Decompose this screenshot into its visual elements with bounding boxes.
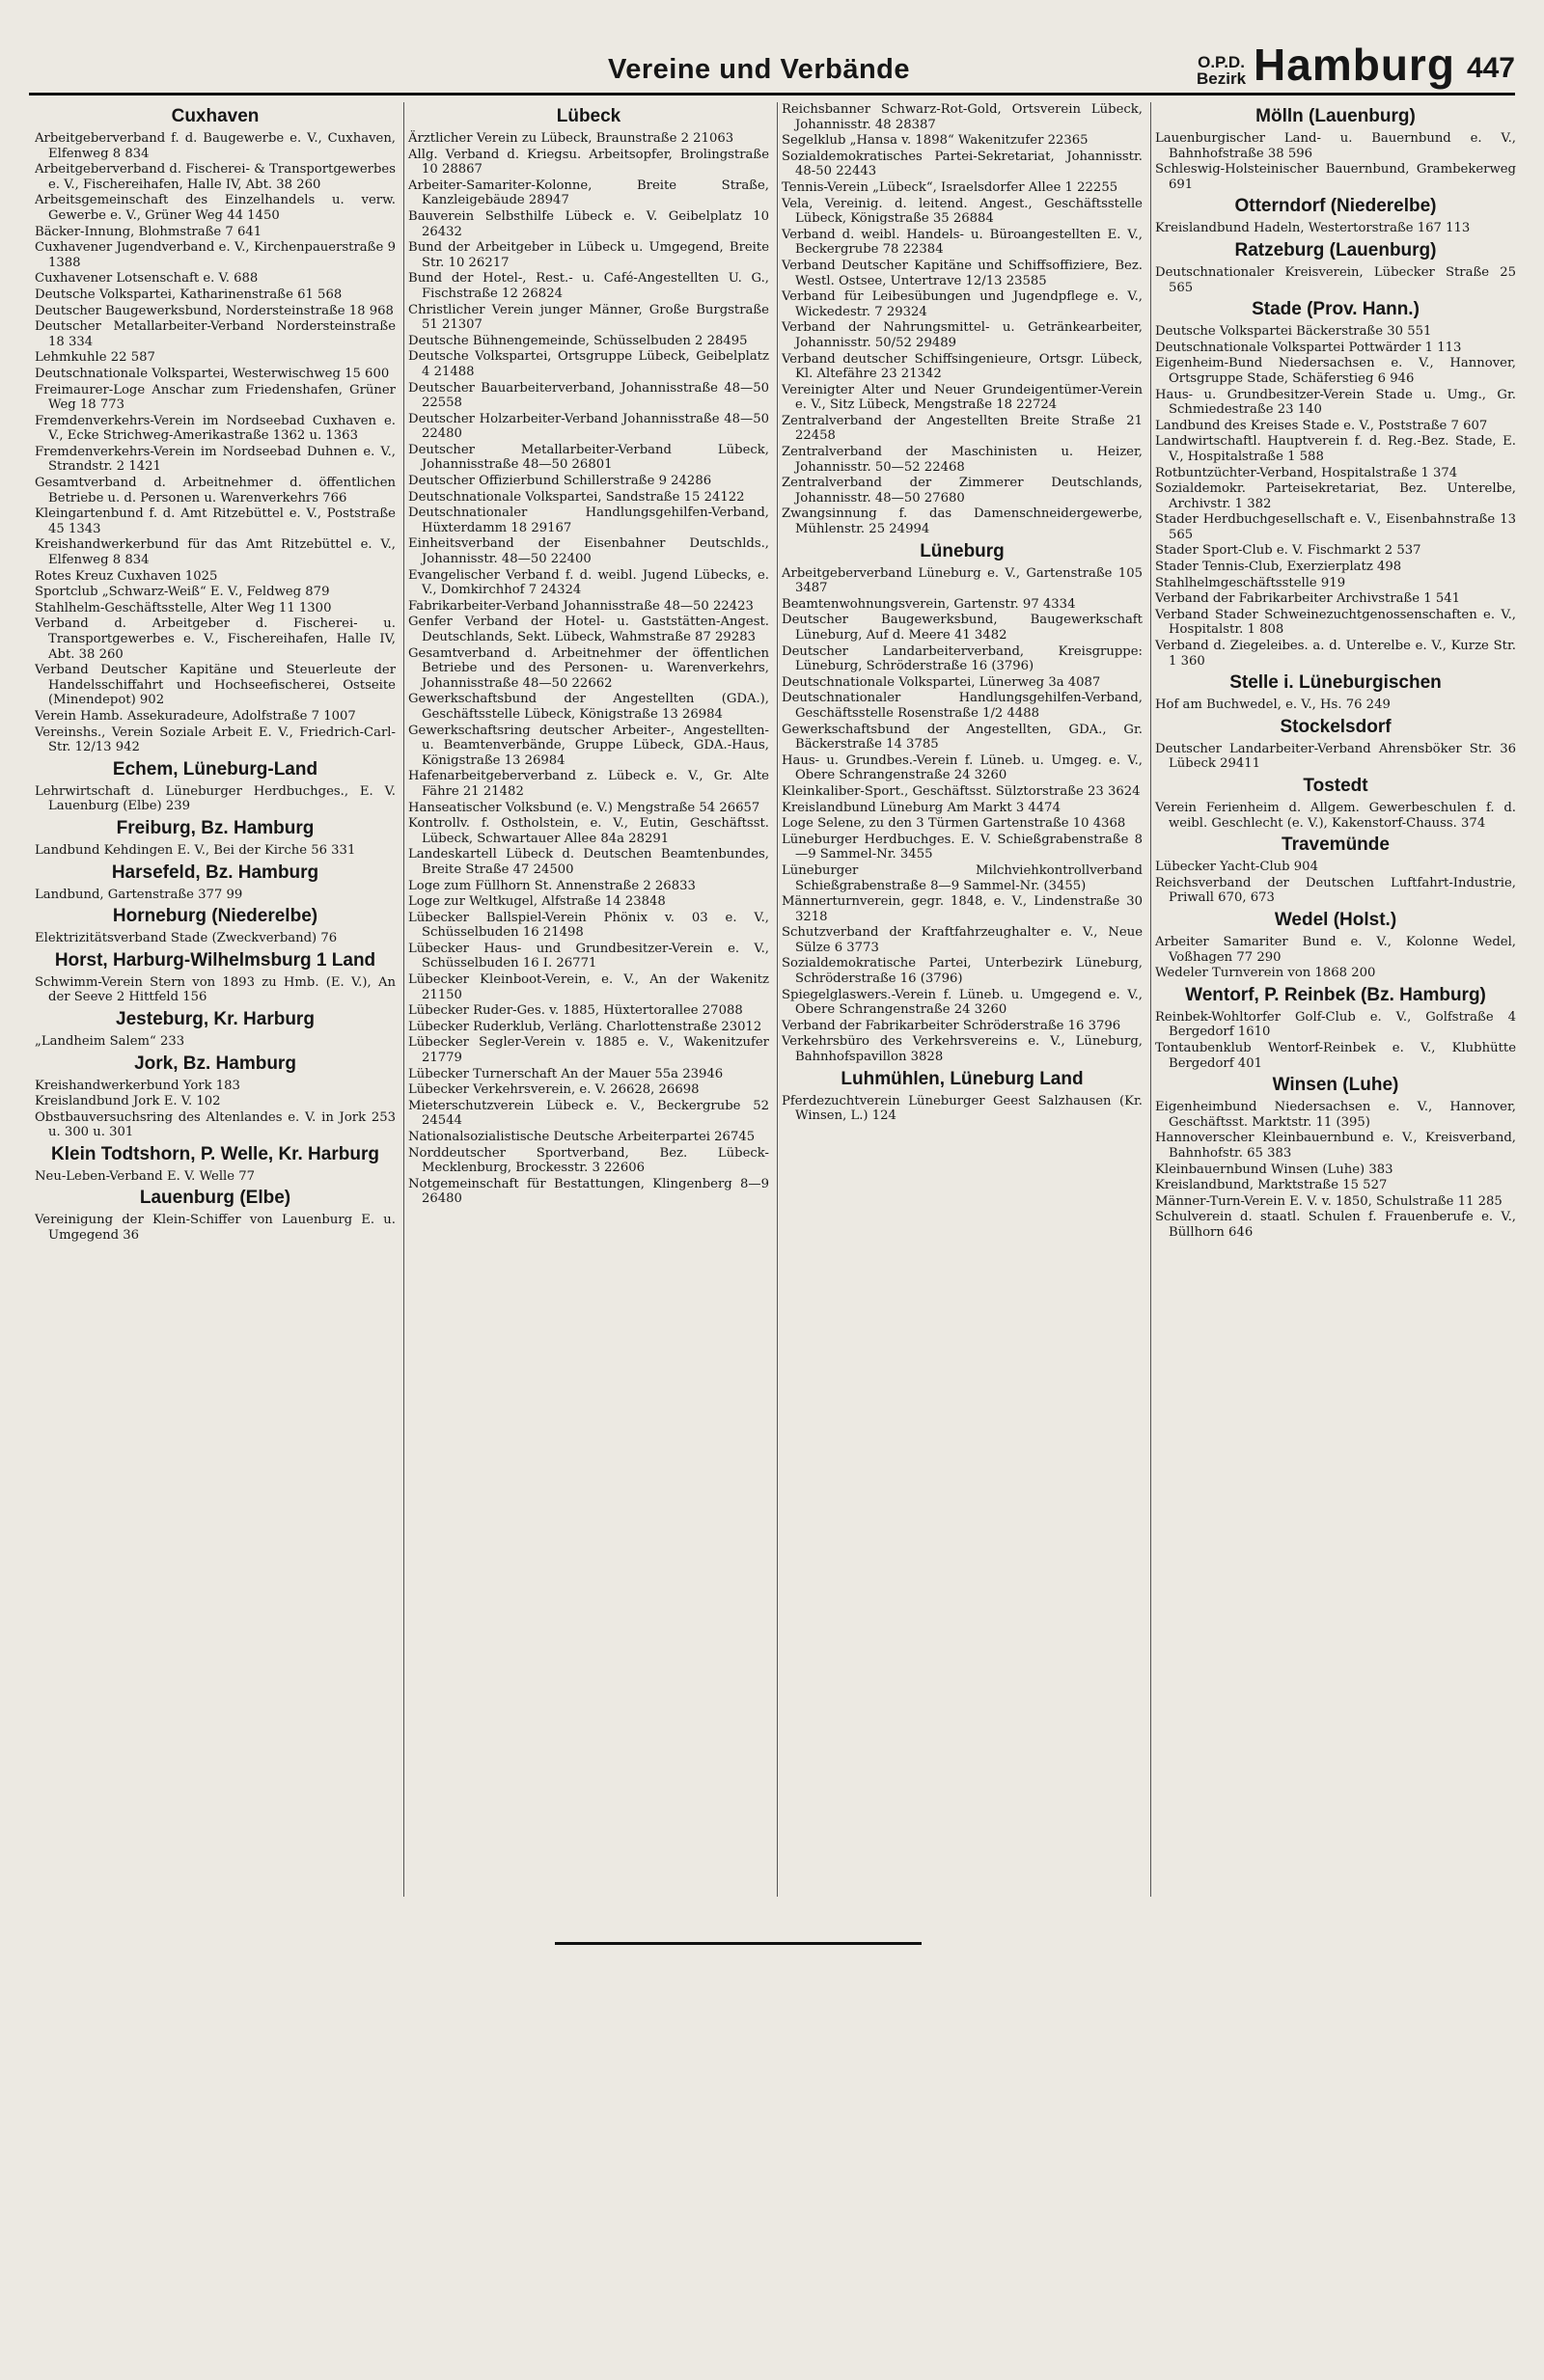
directory-entry: Kleinbauernbund Winsen (Luhe) 383 — [1155, 1162, 1393, 1177]
column-1 — [35, 102, 396, 1897]
directory-entry: Verband für Leibesübungen und Jugendpflege e. V., Wickedestr. 7 29324 — [782, 289, 1143, 319]
directory-entry: Deutschnationale Volkspartei, Westerwischweg 15 600 — [35, 366, 390, 381]
directory-entry: Deutschnationaler Kreisverein, Lübecker Straße 25 565 — [1155, 264, 1516, 295]
directory-entry: Vereinigter Alter und Neuer Grundeigentümer-Verein e. V., Sitz Lübeck, Mengstraße 18 22724 — [782, 382, 1143, 413]
city-heading: Klein Todtshorn, P. Welle, Kr. Harburg — [51, 1143, 379, 1164]
directory-entry: Loge zur Weltkugel, Alfstraße 14 23848 — [408, 894, 666, 910]
city-heading: Horneburg (Niederelbe) — [112, 906, 318, 927]
directory-entry: Kreislandbund Lüneburg Am Markt 3 4474 — [782, 800, 1061, 815]
directory-entry: Verband Deutscher Kapitäne und Schiffsoffiziere, Bez. Westl. Ostsee, Untertrave 12/13 23585 — [782, 258, 1143, 288]
directory-entry: Lübecker Turnerschaft An der Mauer 55a 23946 — [408, 1066, 724, 1081]
directory-entry: Verein Ferienheim d. Allgem. Gewerbeschulen f. d. weibl. Geschlecht (e. V.), Kakenstorf-Chauss. 374 — [1155, 801, 1516, 831]
directory-entry: Männer-Turn-Verein E. V. v. 1850, Schulstraße 11 285 — [1155, 1193, 1503, 1209]
directory-entry: Vereinigung der Klein-Schiffer von Lauenburg E. u. Umgegend 36 — [35, 1213, 396, 1244]
directory-entry: Landwirtschaftl. Hauptverein f. d. Reg.-Bez. Stade, E. V., Hospitalstraße 1 588 — [1155, 434, 1516, 464]
directory-entry: Loge zum Füllhorn St. Annenstraße 2 26833 — [408, 878, 696, 893]
directory-entry: Schleswig-Holsteinischer Bauernbund, Grambekerweg 691 — [1155, 162, 1516, 192]
directory-entry: Lübecker Kleinboot-Verein, e. V., An der Wakenitz 21150 — [408, 972, 769, 1002]
opd-line-2: Bezirk — [1197, 69, 1247, 88]
directory-entry: Elektrizitätsverband Stade (Zweckverband) 76 — [35, 931, 338, 946]
directory-entry: Reichsverband der Deutschen Luftfahrt-Industrie, Priwall 670, 673 — [1155, 875, 1516, 906]
directory-entry: Haus- u. Grundbes.-Verein f. Lüneb. u. Umgeg. e. V., Obere Schrangenstraße 24 3260 — [782, 752, 1143, 783]
directory-entry: Hanseatischer Volksbund (e. V.) Mengstraße 54 26657 — [408, 800, 760, 815]
column-2 — [403, 102, 769, 1897]
directory-entry: Verband der Nahrungsmittel- u. Getränkearbeiter, Johannisstr. 50/52 29489 — [782, 320, 1143, 350]
directory-entry: Stader Herdbuchgesellschaft e. V., Eisenbahnstraße 13 565 — [1155, 512, 1516, 542]
directory-entry: Landbund, Gartenstraße 377 99 — [35, 887, 243, 902]
directory-entry: Obstbauversuchsring des Altenlandes e. V. in Jork 253 u. 300 u. 301 — [35, 1109, 396, 1140]
directory-entry: Kreislandbund Jork E. V. 102 — [35, 1094, 221, 1109]
directory-entry: Kleingartenbund f. d. Amt Ritzebüttel e. V., Poststraße 45 1343 — [35, 506, 396, 536]
directory-entry: „Landheim Salem“ 233 — [35, 1033, 185, 1049]
directory-entry: Zwangsinnung f. das Damenschneidergewerbe, Mühlenstr. 25 24994 — [782, 506, 1143, 537]
directory-entry: Segelklub „Hansa v. 1898“ Wakenitzufer 22365 — [782, 133, 1089, 149]
directory-entry: Verband Deutscher Kapitäne und Steuerleute der Handelsschiffahrt und Hochseefischerei, Ostseite (Minendepot) 902 — [35, 663, 396, 708]
directory-entry: Deutscher Landarbeiterverband, Kreisgruppe: Lüneburg, Schröderstraße 16 (3796) — [782, 643, 1143, 674]
directory-entry: Verband d. Arbeitgeber d. Fischerei- u. Transportgewerbes e. V., Fischereihafen, Halle IV, Abt. 38 260 — [35, 616, 396, 662]
directory-entry: Deutsche Volkspartei, Ortsgruppe Lübeck, Geibelplatz 4 21488 — [408, 349, 769, 379]
directory-entry: Arbeitsgemeinschaft des Einzelhandels u. verw. Gewerbe e. V., Grüner Weg 44 1450 — [35, 193, 396, 223]
directory-entry: Norddeutscher Sportverband, Bez. Lübeck-Mecklenburg, Brockesstr. 3 22606 — [408, 1145, 769, 1176]
directory-entry: Stahlhelm-Geschäftsstelle, Alter Weg 11 1300 — [35, 600, 332, 616]
column-4 — [1150, 102, 1516, 1897]
directory-entry: Gewerkschaftsring deutscher Arbeiter-, Angestellten- u. Beamtenverbände, Gruppe Lübeck, GDA.-Haus, Königstraße 13 26984 — [408, 723, 769, 768]
directory-entry: Gesamtverband d. Arbeitnehmer der öffentlichen Betriebe und des Personen- u. Warenverkehrs, Johannisstraße 48—50 22662 — [408, 645, 769, 691]
directory-entry: Lübecker Verkehrsverein, e. V. 26628, 26698 — [408, 1082, 700, 1098]
directory-entry: Verein Hamb. Assekuradeure, Adolfstraße 7 1007 — [35, 708, 356, 724]
directory-entry: Lehrwirtschaft d. Lüneburger Herdbuchges., E. V. Lauenburg (Elbe) 239 — [35, 783, 396, 814]
directory-entry: Allg. Verband d. Kriegsu. Arbeitsopfer, Brolingstraße 10 28867 — [408, 147, 769, 178]
directory-entry: Kreishandwerkerbund York 183 — [35, 1078, 240, 1093]
directory-entry: Lübecker Haus- und Grundbesitzer-Verein e. V., Schüsselbuden 16 I. 26771 — [408, 941, 769, 971]
city-heading: Horst, Harburg-Wilhelmsburg 1 Land — [54, 949, 376, 971]
directory-entry: Sportclub „Schwarz-Weiß“ E. V., Feldweg 879 — [35, 585, 330, 600]
city-heading: Winsen (Luhe) — [1272, 1075, 1399, 1096]
directory-entry: Tontaubenklub Wentorf-Reinbek e. V., Klubhütte Bergedorf 401 — [1155, 1040, 1516, 1071]
city-heading: Travemünde — [1282, 834, 1390, 856]
directory-entry: Evangelischer Verband f. d. weibl. Jugend Lübecks, e. V., Domkirchhof 7 24324 — [408, 567, 769, 598]
directory-entry: Freimaurer-Loge Anschar zum Friedenshafen, Grüner Weg 18 773 — [35, 382, 396, 413]
directory-entry: Lüneburger Herdbuchges. E. V. Schießgrabenstraße 8—9 Sammel-Nr. 3455 — [782, 832, 1143, 862]
city-heading: Wentorf, P. Reinbek (Bz. Hamburg) — [1185, 984, 1486, 1005]
directory-entry: Deutscher Bauarbeiterverband, Johannisstraße 48—50 22558 — [408, 380, 769, 411]
directory-entry: Cuxhavener Jugendverband e. V., Kirchenpauerstraße 9 1388 — [35, 240, 396, 270]
directory-entry: Deutsche Bühnengemeinde, Schüsselbuden 2 28495 — [408, 333, 748, 348]
directory-entry: Deutscher Offizierbund Schillerstraße 9 24286 — [408, 474, 712, 489]
directory-entry: Fremdenverkehrs-Verein im Nordseebad Duhnen e. V., Strandstr. 2 1421 — [35, 444, 396, 475]
directory-entry: Sozialdemokratisches Partei-Sekretariat, Johannisstr. 48-50 22443 — [782, 149, 1143, 179]
city-heading: Cuxhaven — [171, 106, 260, 126]
directory-entry: Nationalsozialistische Deutsche Arbeiterpartei 26745 — [408, 1130, 756, 1144]
directory-entry: Vela, Vereinig. d. leitend. Angest., Geschäftsstelle Lübeck, Königstraße 35 26884 — [782, 196, 1143, 227]
directory-entry: Deutsche Volkspartei, Katharinenstraße 61 568 — [35, 287, 343, 302]
directory-entry: Gesamtverband d. Arbeitnehmer d. öffentlichen Betriebe u. d. Personen u. Warenverkehrs 766 — [35, 476, 396, 506]
city-heading: Freiburg, Bz. Hamburg — [116, 817, 315, 838]
header-rule — [29, 93, 1515, 96]
city-heading: Lüneburg — [920, 540, 1005, 561]
city-heading: Harsefeld, Bz. Hamburg — [111, 862, 319, 883]
directory-entry: Deutscher Baugewerksbund, Nordersteinstraße 18 968 — [35, 303, 394, 318]
directory-entry: Lüneburger Milchviehkontrollverband Schießgrabenstraße 8—9 Sammel-Nr. (3455) — [782, 862, 1143, 893]
page-number: 447 — [1466, 52, 1515, 84]
directory-entry: Stader Tennis-Club, Exerzierplatz 498 — [1155, 560, 1402, 575]
directory-entry: Verband d. Ziegeleibes. a. d. Unterelbe e. V., Kurze Str. 1 360 — [1155, 639, 1516, 669]
directory-entry: Eigenheim-Bund Niedersachsen e. V., Hannover, Ortsgruppe Stade, Schäferstieg 6 946 — [1155, 356, 1516, 386]
directory-entry: Lübecker Ballspiel-Verein Phönix v. 03 e. V., Schüsselbuden 16 21498 — [408, 910, 769, 941]
directory-entry: Spiegelglaswers.-Verein f. Lüneb. u. Umgegend e. V., Obere Schrangenstraße 24 3260 — [782, 987, 1143, 1018]
city-heading: Jesteburg, Kr. Harburg — [116, 1008, 315, 1029]
header-right — [1197, 40, 1515, 90]
directory-entry: Loge Selene, zu den 3 Türmen Gartenstraße 10 4368 — [782, 816, 1126, 832]
directory-entry: Landbund des Kreises Stade e. V., Poststraße 7 607 — [1155, 418, 1488, 433]
directory-entry: Neu-Leben-Verband E. V. Welle 77 — [35, 1168, 256, 1184]
directory-entry: Verband deutscher Schiffsingenieure, Ortsgr. Lübeck, Kl. Altefähre 23 21342 — [782, 351, 1143, 382]
directory-entry: Hannoverscher Kleinbauernbund e. V., Kreisverband, Bahnhofstr. 65 383 — [1155, 1131, 1516, 1161]
directory-entry: Kreishandwerkerbund für das Amt Ritzebüttel e. V., Elfenweg 8 834 — [35, 537, 396, 568]
directory-entry: Sozialdemokratische Partei, Unterbezirk Lüneburg, Schröderstraße 16 (3796) — [782, 956, 1143, 987]
directory-entry: Fremdenverkehrs-Verein im Nordseebad Cuxhaven e. V., Ecke Strichweg-Amerikastraße 1362 u. 1363 — [35, 413, 396, 444]
directory-entry: Hafenarbeitgeberverband z. Lübeck e. V., Gr. Alte Fähre 21 21482 — [408, 769, 769, 799]
directory-entry: Deutschnationale Volkspartei, Lünerweg 3a 4087 — [782, 674, 1101, 690]
directory-entry: Kontrollv. f. Ostholstein, e. V., Eutin, Geschäftsst. Lübeck, Schwartauer Allee 84a 28291 — [408, 816, 769, 846]
city-heading: Mölln (Lauenburg) — [1255, 106, 1416, 126]
directory-entry: Rotes Kreuz Cuxhaven 1025 — [35, 568, 218, 584]
directory-entry: Schulverein d. staatl. Schulen f. Frauenberufe e. V., Büllhorn 646 — [1155, 1210, 1516, 1240]
directory-entry: Stahlhelmgeschäftsstelle 919 — [1155, 575, 1346, 590]
city-heading: Echem, Lüneburg-Land — [112, 758, 318, 780]
running-title: Vereine und Verbände — [608, 54, 910, 85]
directory-entry: Beamtenwohnungsverein, Gartenstr. 97 4334 — [782, 596, 1076, 612]
directory-entry: Pferdezuchtverein Lüneburger Geest Salzhausen (Kr. Winsen, L.) 124 — [782, 1093, 1143, 1124]
page-header — [29, 37, 1515, 98]
directory-entry: Sozialdemokr. Parteisekretariat, Bez. Unterelbe, Archivstr. 1 382 — [1155, 481, 1516, 511]
directory-entry: Männerturnverein, gegr. 1848, e. V., Lindenstraße 30 3218 — [782, 894, 1143, 924]
city-heading: Lübeck — [556, 106, 621, 126]
column-3 — [777, 102, 1143, 1897]
directory-entry: Kleinkaliber-Sport., Geschäftsst. Sülztorstraße 23 3624 — [782, 783, 1141, 799]
directory-entry: Lübecker Segler-Verein v. 1885 e. V., Wakenitzufer 21779 — [408, 1035, 769, 1066]
city-heading: Jork, Bz. Hamburg — [134, 1053, 296, 1074]
directory-entry: Lübecker Ruder-Ges. v. 1885, Hüxtertorallee 27088 — [408, 1003, 743, 1019]
columns-container — [35, 102, 1516, 1897]
directory-entry: Stader Sport-Club e. V. Fischmarkt 2 537 — [1155, 543, 1421, 559]
directory-entry: Haus- u. Grundbesitzer-Verein Stade u. Umg., Gr. Schmiedestraße 23 140 — [1155, 387, 1516, 418]
city-heading: Stockelsdorf — [1280, 716, 1392, 737]
directory-entry: Deutscher Holzarbeiter-Verband Johannisstraße 48—50 22480 — [408, 411, 769, 442]
directory-entry: Arbeiter Samariter Bund e. V., Kolonne Wedel, Voßhagen 77 290 — [1155, 934, 1516, 965]
directory-entry: Christlicher Verein junger Männer, Große Burgstraße 51 21307 — [408, 302, 769, 333]
city-heading: Stelle i. Lüneburgischen — [1229, 672, 1442, 694]
directory-entry: Bund der Arbeitgeber in Lübeck u. Umgegend, Breite Str. 10 26217 — [408, 240, 769, 270]
city-heading: Ratzeburg (Lauenburg) — [1234, 239, 1437, 260]
directory-entry: Gewerkschaftsbund der Angestellten, GDA., Gr. Bäckerstraße 14 3785 — [782, 722, 1143, 752]
directory-entry: Cuxhavener Lotsenschaft e. V. 688 — [35, 271, 259, 287]
directory-entry: Lauenburgischer Land- u. Bauernbund e. V., Bahnhofstraße 38 596 — [1155, 131, 1516, 161]
directory-entry: Deutscher Baugewerksbund, Baugewerkschaft Lüneburg, Auf d. Meere 41 3482 — [782, 613, 1143, 643]
directory-entry: Bauverein Selbsthilfe Lübeck e. V. Geibelplatz 10 26432 — [408, 208, 769, 239]
directory-entry: Schutzverband der Kraftfahrzeughalter e. V., Neue Sülze 6 3773 — [782, 925, 1143, 955]
directory-entry: Einheitsverband der Eisenbahner Deutschlds., Johannisstr. 48—50 22400 — [408, 536, 769, 567]
directory-entry: Fabrikarbeiter-Verband Johannisstraße 48—50 22423 — [408, 598, 754, 614]
directory-entry: Landbund Kehdingen E. V., Bei der Kirche 56 331 — [35, 842, 356, 858]
directory-entry: Arbeitgeberverband f. d. Baugewerbe e. V., Cuxhaven, Elfenweg 8 834 — [35, 131, 396, 161]
directory-entry: Genfer Verband der Hotel- u. Gaststätten-Angest. Deutschlands, Sekt. Lübeck, Wahmstraße 87 29283 — [408, 615, 769, 644]
directory-entry: Kreislandbund, Marktstraße 15 527 — [1155, 1178, 1388, 1193]
city-heading: Otterndorf (Niederelbe) — [1234, 196, 1437, 217]
directory-entry: Mieterschutzverein Lübeck e. V., Beckergrube 52 24544 — [408, 1098, 769, 1129]
directory-entry: Deutscher Metallarbeiter-Verband Lübeck, Johannisstraße 48—50 26801 — [408, 442, 769, 473]
city-heading: Lauenburg (Elbe) — [139, 1188, 291, 1209]
directory-entry: Zentralverband der Maschinisten u. Heizer, Johannisstr. 50—52 22468 — [782, 445, 1143, 475]
directory-entry: Deutschnationale Volkspartei Pottwärder 1 113 — [1155, 340, 1462, 355]
directory-entry: Arbeitgeberverband d. Fischerei- & Transportgewerbes e. V., Fischereihafen, Halle IV, Abt. 38 260 — [35, 162, 396, 192]
directory-entry: Lübecker Ruderklub, Verläng. Charlottenstraße 23012 — [408, 1019, 762, 1034]
directory-entry: Deutscher Metallarbeiter-Verband Nordersteinstraße 18 334 — [35, 319, 396, 349]
directory-entry: Verband Stader Schweinezuchtgenossenschaften e. V., Hospitalstr. 1 808 — [1155, 607, 1516, 638]
city-heading: Tostedt — [1303, 776, 1368, 796]
directory-entry: Rotbuntzüchter-Verband, Hospitalstraße 1 374 — [1155, 465, 1458, 480]
directory-entry: Eigenheimbund Niedersachsen e. V., Hannover, Geschäftsst. Marktstr. 11 (395) — [1155, 1100, 1516, 1130]
directory-entry: Arbeiter-Samariter-Kolonne, Breite Straße, Kanzleigebäude 28947 — [408, 178, 769, 208]
city-heading: Wedel (Holst.) — [1274, 909, 1397, 930]
directory-entry: Notgemeinschaft für Bestattungen, Klingenberg 8—9 26480 — [408, 1176, 769, 1207]
directory-entry: Bund der Hotel-, Rest.- u. Café-Angestellten U. G., Fischstraße 12 26824 — [408, 271, 769, 301]
directory-entry: Lübecker Yacht-Club 904 — [1155, 860, 1318, 875]
directory-entry: Deutscher Landarbeiter-Verband Ahrensböker Str. 36 Lübeck 29411 — [1155, 741, 1516, 772]
directory-entry: Deutschnationaler Handlungsgehilfen-Verband, Geschäftsstelle Rosenstraße 1/2 4488 — [782, 691, 1143, 721]
directory-entry: Deutsche Volkspartei Bäckerstraße 30 551 — [1155, 324, 1432, 340]
directory-entry: Hof am Buchwedel, e. V., Hs. 76 249 — [1155, 698, 1391, 713]
directory-entry: Deutschnationaler Handlungsgehilfen-Verband, Hüxterdamm 18 29167 — [408, 506, 769, 535]
city-heading: Stade (Prov. Hann.) — [1252, 299, 1420, 320]
directory-entry: Reichsbanner Schwarz-Rot-Gold, Ortsverein Lübeck, Johannisstr. 48 28387 — [782, 102, 1143, 132]
directory-entry: Reinbek-Wohltorfer Golf-Club e. V., Golfstraße 4 Bergedorf 1610 — [1155, 1009, 1516, 1040]
directory-entry: Lehmkuhle 22 587 — [35, 350, 155, 366]
directory-entry: Arbeitgeberverband Lüneburg e. V., Gartenstraße 105 3487 — [782, 565, 1143, 596]
directory-entry: Verband der Fabrikarbeiter Archivstraße 1 541 — [1155, 591, 1461, 607]
directory-entry: Gewerkschaftsbund der Angestellten (GDA.), Geschäftsstelle Lübeck, Königstraße 13 26984 — [408, 692, 769, 722]
district-city: Hamburg — [1254, 40, 1455, 90]
directory-entry: Verkehrsbüro des Verkehrsvereins e. V., Lüneburg, Bahnhofspavillon 3828 — [782, 1034, 1143, 1065]
directory-entry: Ärztlicher Verein zu Lübeck, Braunstraße 2 21063 — [408, 131, 734, 146]
directory-entry: Bäcker-Innung, Blohmstraße 7 641 — [35, 224, 262, 239]
city-heading: Luhmühlen, Lüneburg Land — [841, 1068, 1084, 1089]
opd-line-1: O.P.D. — [1198, 53, 1245, 71]
directory-entry: Deutschnationale Volkspartei, Sandstraße 15 24122 — [408, 489, 745, 505]
directory-entry: Landeskartell Lübeck d. Deutschen Beamtenbundes, Breite Straße 47 24500 — [408, 847, 769, 877]
directory-entry: Vereinshs., Verein Soziale Arbeit E. V., Friedrich-Carl-Str. 12/13 942 — [35, 725, 396, 755]
opd-label — [1197, 54, 1246, 87]
directory-entry: Verband d. weibl. Handels- u. Büroangestellten E. V., Beckergrube 78 22384 — [782, 227, 1143, 258]
directory-entry: Wedeler Turnverein von 1868 200 — [1155, 966, 1376, 981]
directory-entry: Tennis-Verein „Lübeck“, Israelsdorfer Allee 1 22255 — [782, 179, 1118, 195]
directory-entry: Zentralverband der Angestellten Breite Straße 21 22458 — [782, 413, 1143, 444]
directory-entry: Verband der Fabrikarbeiter Schröderstraße 16 3796 — [782, 1018, 1121, 1033]
directory-entry: Zentralverband der Zimmerer Deutschlands, Johannisstr. 48—50 27680 — [782, 476, 1143, 506]
directory-entry: Kreislandbund Hadeln, Westertorstraße 167 113 — [1155, 221, 1471, 236]
end-rule — [555, 1942, 922, 1945]
directory-entry: Schwimm-Verein Stern von 1893 zu Hmb. (E. V.), An der Seeve 2 Hittfeld 156 — [35, 974, 396, 1005]
